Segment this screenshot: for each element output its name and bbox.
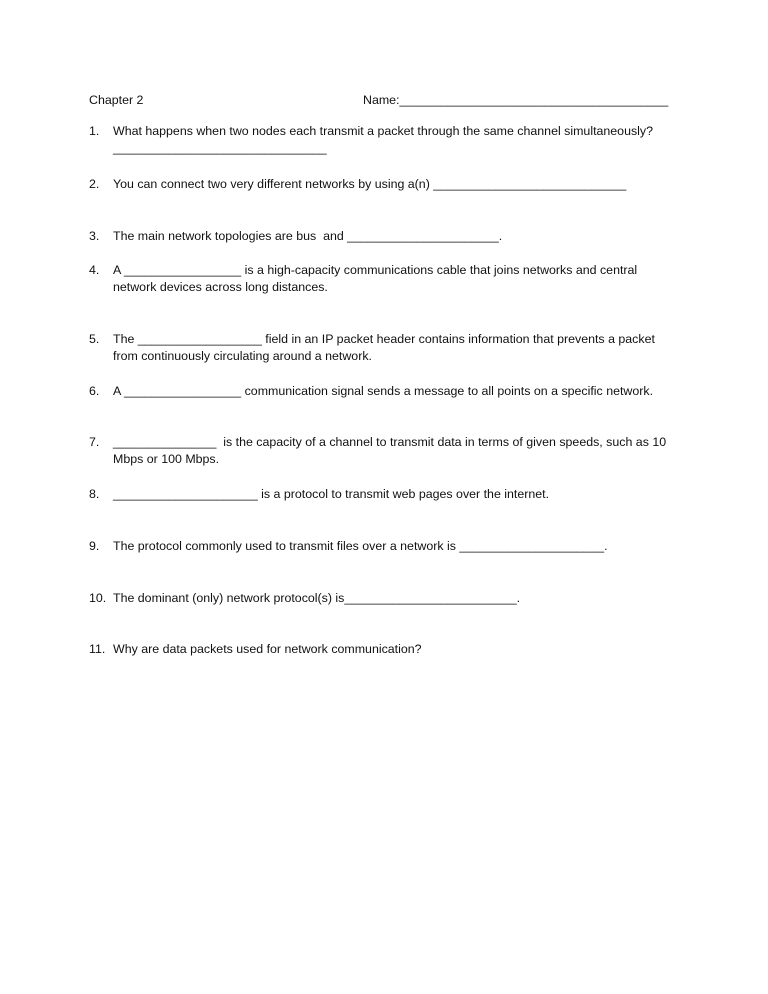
question-text: The dominant (only) network protocol(s) is_________________________.	[113, 591, 521, 605]
question-text: A _________________ is a high-capacity communications cable that joins networks and central network devices across long distances.	[113, 263, 641, 294]
question-10	[89, 590, 679, 607]
question-text: You can connect two very different networks by using a(n) ____________________________	[113, 177, 627, 191]
question-4	[89, 262, 679, 296]
question-6	[89, 383, 679, 400]
question-5	[89, 331, 679, 365]
question-text: What happens when two nodes each transmit a packet through the same channel simultaneously? _______________________________	[113, 124, 654, 155]
question-1	[89, 123, 679, 157]
question-number: 4.	[89, 263, 100, 277]
question-number: 1.	[89, 124, 100, 138]
chapter-title: Chapter 2	[89, 93, 144, 107]
question-text: _____________________ is a protocol to transmit web pages over the internet.	[113, 487, 550, 501]
question-7	[89, 434, 679, 468]
question-number: 7.	[89, 435, 100, 449]
question-text: Why are data packets used for network communication?	[113, 642, 422, 656]
question-text: The protocol commonly used to transmit files over a network is _____________________.	[113, 539, 608, 553]
question-3	[89, 228, 679, 245]
question-number: 8.	[89, 487, 100, 501]
question-text: _______________ is the capacity of a channel to transmit data in terms of given speeds, such as 10 Mbps or 100 Mbps.	[113, 435, 670, 466]
question-8	[89, 486, 679, 503]
question-number: 6.	[89, 384, 100, 398]
question-text: A _________________ communication signal sends a message to all points on a specific network.	[113, 384, 654, 398]
question-9	[89, 538, 679, 555]
question-2	[89, 176, 679, 193]
question-text: The main network topologies are bus and ______________________.	[113, 229, 503, 243]
question-text: The __________________ field in an IP packet header contains information that prevents a packet from continuously circulating around a network.	[113, 332, 659, 363]
name-field: Name:_______________________________________	[363, 93, 669, 107]
question-number: 5.	[89, 332, 100, 346]
question-number: 10.	[89, 591, 107, 605]
question-11	[89, 641, 679, 658]
question-number: 3.	[89, 229, 100, 243]
question-number: 2.	[89, 177, 100, 191]
question-number: 11.	[89, 642, 106, 656]
question-number: 9.	[89, 539, 100, 553]
